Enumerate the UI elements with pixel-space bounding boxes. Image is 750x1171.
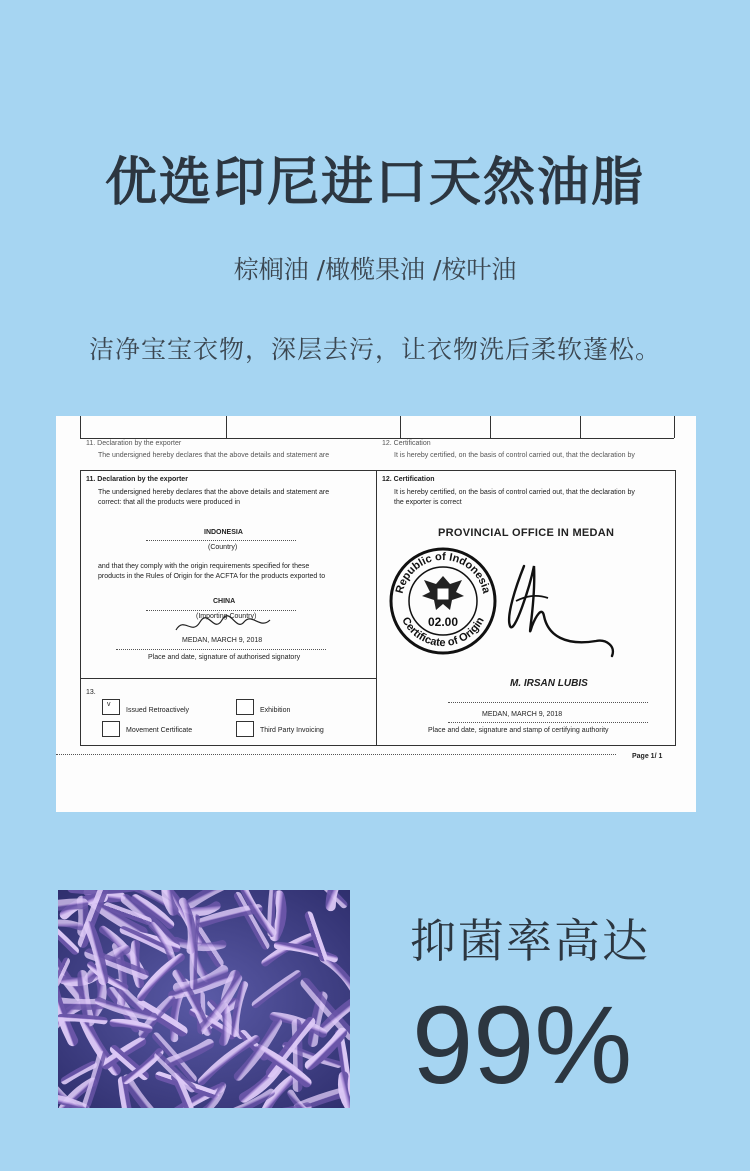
bacteria-image <box>58 890 350 1108</box>
bacterium-shape <box>61 1003 101 1005</box>
import-country: CHINA <box>213 598 236 605</box>
certification-place-label: Place and date, signature and stamp of certifying authority <box>428 727 609 734</box>
page-indicator: Page 1/ 1 <box>632 753 663 760</box>
certification-line: It is hereby certified, on the basis of control carried out, that the declaration by <box>394 489 635 496</box>
origin-country-label: (Country) <box>208 544 238 551</box>
svg-text:Certificate of Origin: Certificate of Origin <box>399 615 487 650</box>
official-seal <box>388 546 498 656</box>
authority-signature <box>496 546 616 661</box>
import-country-label: (Importing Country) <box>196 613 257 620</box>
declaration-title: 11. Declaration by the exporter <box>86 476 188 483</box>
svg-text:Republic of Indonesia: Republic of Indonesia <box>393 550 493 595</box>
bacterium-shape <box>223 1007 227 1042</box>
checkbox-exhibition <box>236 699 254 715</box>
tagline: 洁净宝宝衣物，深层去污，让衣物洗后柔软蓬松。 <box>88 335 661 364</box>
declaration-line: correct: that all the products were produced in <box>98 499 241 506</box>
exporter-signature <box>174 612 274 640</box>
exporter-place-label: Place and date, signature of authorised signatory <box>148 654 301 661</box>
inhibition-rate-label: 抑菌率高达 <box>410 914 650 968</box>
page-title: 优选印尼进口天然油脂 <box>104 153 645 213</box>
origin-country: INDONESIA <box>204 529 243 536</box>
checkbox-movement <box>102 721 120 737</box>
inhibition-rate-value: 99% <box>412 984 633 1107</box>
certificate-scan <box>56 416 696 812</box>
box-13-label: 13. <box>86 689 96 696</box>
option-retroactive: Issued Retroactively <box>126 707 190 714</box>
bacterium-shape <box>275 896 283 937</box>
comply-line: products in the Rules of Origin for the ACFTA for the products exported to <box>98 573 326 580</box>
certification-title: 12. Certification <box>382 476 435 483</box>
ghost-decl-title: 11. Declaration by the exporter <box>86 440 182 447</box>
declaration-line: The undersigned hereby declares that the above details and statement are <box>98 489 330 496</box>
oil-list: 棕榈油 /橄榄果油 /桉叶油 <box>233 255 517 284</box>
certification-line: the exporter is correct <box>394 499 462 506</box>
svg-text:02.00: 02.00 <box>427 615 459 629</box>
ghost-cert-title: 12. Certification <box>382 440 431 447</box>
ghost-cert-text: It is hereby certified, on the basis of control carried out, that the declaration by <box>394 452 635 459</box>
ghost-decl-text: The undersigned hereby declares that the above details and statement are <box>98 452 330 459</box>
option-third-party: Third Party Invoicing <box>260 727 324 734</box>
exporter-place-date: MEDAN, MARCH 9, 2018 <box>182 637 263 644</box>
checkbox-third-party <box>236 721 254 737</box>
comply-line: and that they comply with the origin requirements specified for these <box>98 563 310 570</box>
bacterium-shape <box>61 1017 104 1021</box>
option-exhibition: Exhibition <box>260 707 291 714</box>
office-name: PROVINCIAL OFFICE IN MEDAN <box>438 527 615 539</box>
option-movement: Movement Certificate <box>126 727 193 734</box>
certification-date: MEDAN, MARCH 9, 2018 <box>482 711 563 718</box>
signer-name: M. IRSAN LUBIS <box>510 678 588 689</box>
checkbox-retroactive: v <box>102 699 120 715</box>
